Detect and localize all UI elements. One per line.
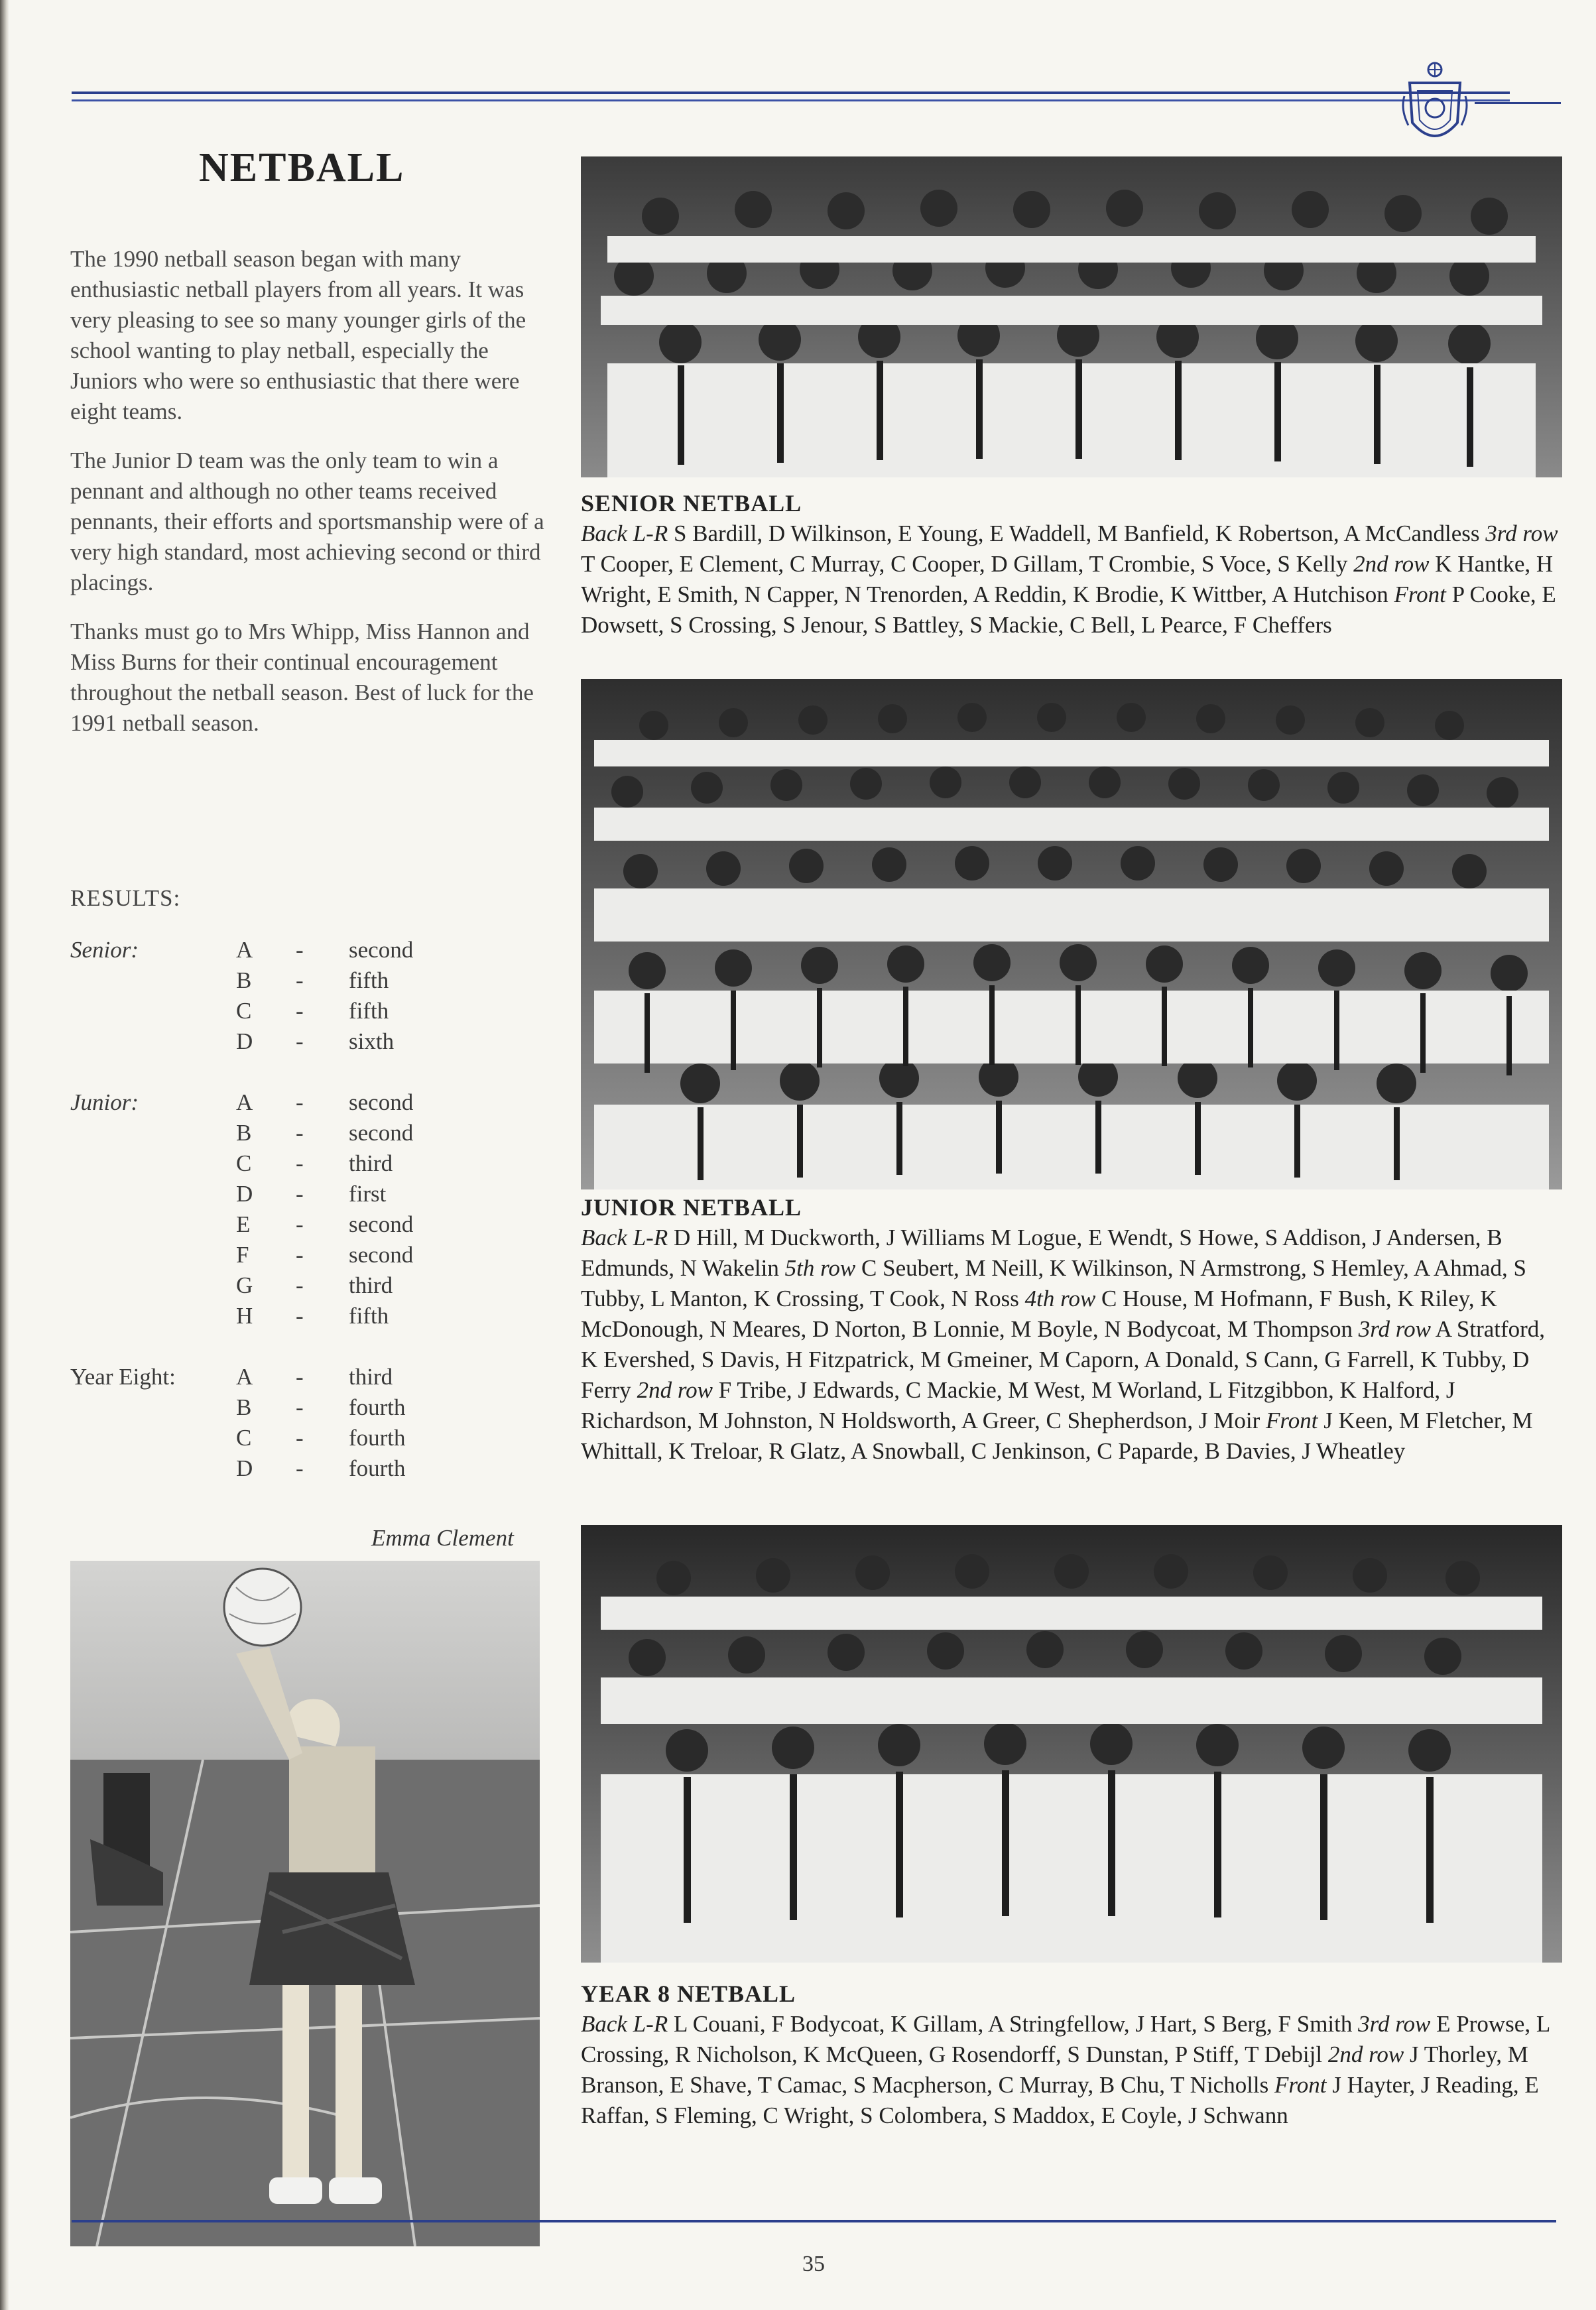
caption-title: JUNIOR NETBALL	[581, 1194, 802, 1221]
caption-names: Back L-R D Hill, M Duckworth, J Williams M Logue, E Wendt, S Howe, S Addison, J Andersen, B Edmunds, N Wakelin 5th row C Seubert, M Neill, K Wilkinson, N Armstrong, S Hemley, A Ahmad, S Tubby, L Manton, K Crossing, T Cook, N Ross 4th row C House, M Hofmann, F Bush, K Riley, K McDonough, N Meares, D Norton, B Lonnie, M Boyle, N Bodycoat, M Thompson 3rd row A Stratford, K Evershed, S Davis, H Fitzpatrick, M Gmeiner, M Caporn, A Donald, S Cann, G Farrell, K Tubby, D Ferry 2nd row F Tribe, J Edwards, C Mackie, M West, M Worland, L Fitzgibbon, K Halford, J Richardson, M Johnston, N Holdsworth, A Greer, C Shepherdson, J Moir Front J Keen, M Fletcher, M Whittall, K Treloar, R Glatz, A Snowball, C Jenkinson, C Paparde, B Davies, J Wheatley	[581, 1225, 1546, 1464]
year8-caption	[581, 1978, 1562, 2131]
results-group-label: Year Eight:	[70, 1364, 176, 1390]
senior-team-photo	[581, 156, 1562, 477]
caption-title: SENIOR NETBALL	[581, 490, 802, 517]
results-row: D - sixth	[236, 1028, 395, 1054]
page-title: NETBALL	[199, 145, 405, 190]
page-number: 35	[802, 2252, 825, 2276]
caption-names: Back L-R S Bardill, D Wilkinson, E Young, E Waddell, M Banfield, K Robertson, A McCandless 3rd row T Cooper, E Clement, C Murray, C Cooper, D Gillam, T Crombie, S Voce, S Kelly 2nd row K Hantke, H Wright, E Smith, N Capper, N Trenorden, A Reddin, K Brodie, K Wittber, A Hutchison Front P Cooke, E Dowsett, S Crossing, S Jenour, S Battley, S Mackie, C Bell, L Pearce, F Cheffers	[581, 520, 1558, 638]
crest-rule	[1475, 102, 1561, 104]
results-row: B - second	[236, 1120, 414, 1146]
results-table	[70, 935, 548, 1514]
results-row: B - fifth	[236, 967, 389, 993]
results-row: D - fourth	[236, 1455, 406, 1481]
results-row: D - first	[236, 1181, 387, 1207]
results-row: F - second	[236, 1242, 414, 1268]
results-group-junior	[70, 1087, 548, 1331]
top-rule-secondary	[72, 99, 1510, 101]
bottom-rule	[72, 2220, 1556, 2222]
netball-action-photo	[70, 1561, 540, 2246]
junior-caption	[581, 1192, 1562, 1467]
results-row: H - fifth	[236, 1303, 389, 1329]
results-group-label: Senior:	[70, 937, 139, 963]
intro-paragraph: The Junior D team was the only team to win a pennant and although no other teams received pennants, their efforts and sportsmanship were of a very high standard, most achieving second or third placings.	[70, 448, 544, 595]
caption-names: Back L-R L Couani, F Bodycoat, K Gillam, A Stringfellow, J Hart, S Berg, F Smith 3rd row E Prowse, L Crossing, R Nicholson, K McQueen, G Rosendorff, S Dunstan, P Stiff, T Debijl 2nd row J Thorley, M Branson, E Shave, T Camac, S Macpherson, C Murray, B Chu, T Nicholls Front J Hayter, J Reading, E Raffan, S Fleming, C Wright, S Colombera, S Maddox, E Coyle, J Schwann	[581, 2011, 1550, 2128]
results-row: G - third	[236, 1272, 393, 1298]
school-crest-icon	[1398, 56, 1472, 156]
results-row: A - second	[236, 1089, 414, 1115]
results-row: E - second	[236, 1211, 414, 1237]
results-row: A - third	[236, 1364, 393, 1390]
intro-paragraph: The 1990 netball season began with many enthusiastic netball players from all years. It was very pleasing to see so many younger girls of the school wanting to play netball, especially the Juniors who were so enthusiastic that there were eight teams.	[70, 246, 526, 424]
results-row: C - fifth	[236, 998, 389, 1024]
results-group-label: Junior:	[70, 1089, 139, 1115]
results-heading: RESULTS:	[70, 885, 181, 911]
results-row: C - third	[236, 1150, 393, 1176]
author-signature: Emma Clement	[371, 1525, 514, 1551]
page-binding-edge	[0, 0, 9, 2310]
results-row: C - fourth	[236, 1425, 406, 1451]
top-rule	[72, 91, 1510, 94]
results-row: A - second	[236, 937, 414, 963]
caption-title: YEAR 8 NETBALL	[581, 1980, 796, 2007]
results-group-year-eight	[70, 1362, 548, 1484]
senior-caption	[581, 488, 1562, 640]
junior-team-photo	[581, 679, 1562, 1189]
results-row: B - fourth	[236, 1394, 406, 1420]
intro-text	[70, 244, 548, 757]
intro-paragraph: Thanks must go to Mrs Whipp, Miss Hannon and Miss Burns for their continual encouragement throughout the netball season. Best of luck for the 1991 netball season.	[70, 619, 534, 736]
year8-team-photo	[581, 1525, 1562, 1963]
results-group-senior	[70, 935, 548, 1057]
